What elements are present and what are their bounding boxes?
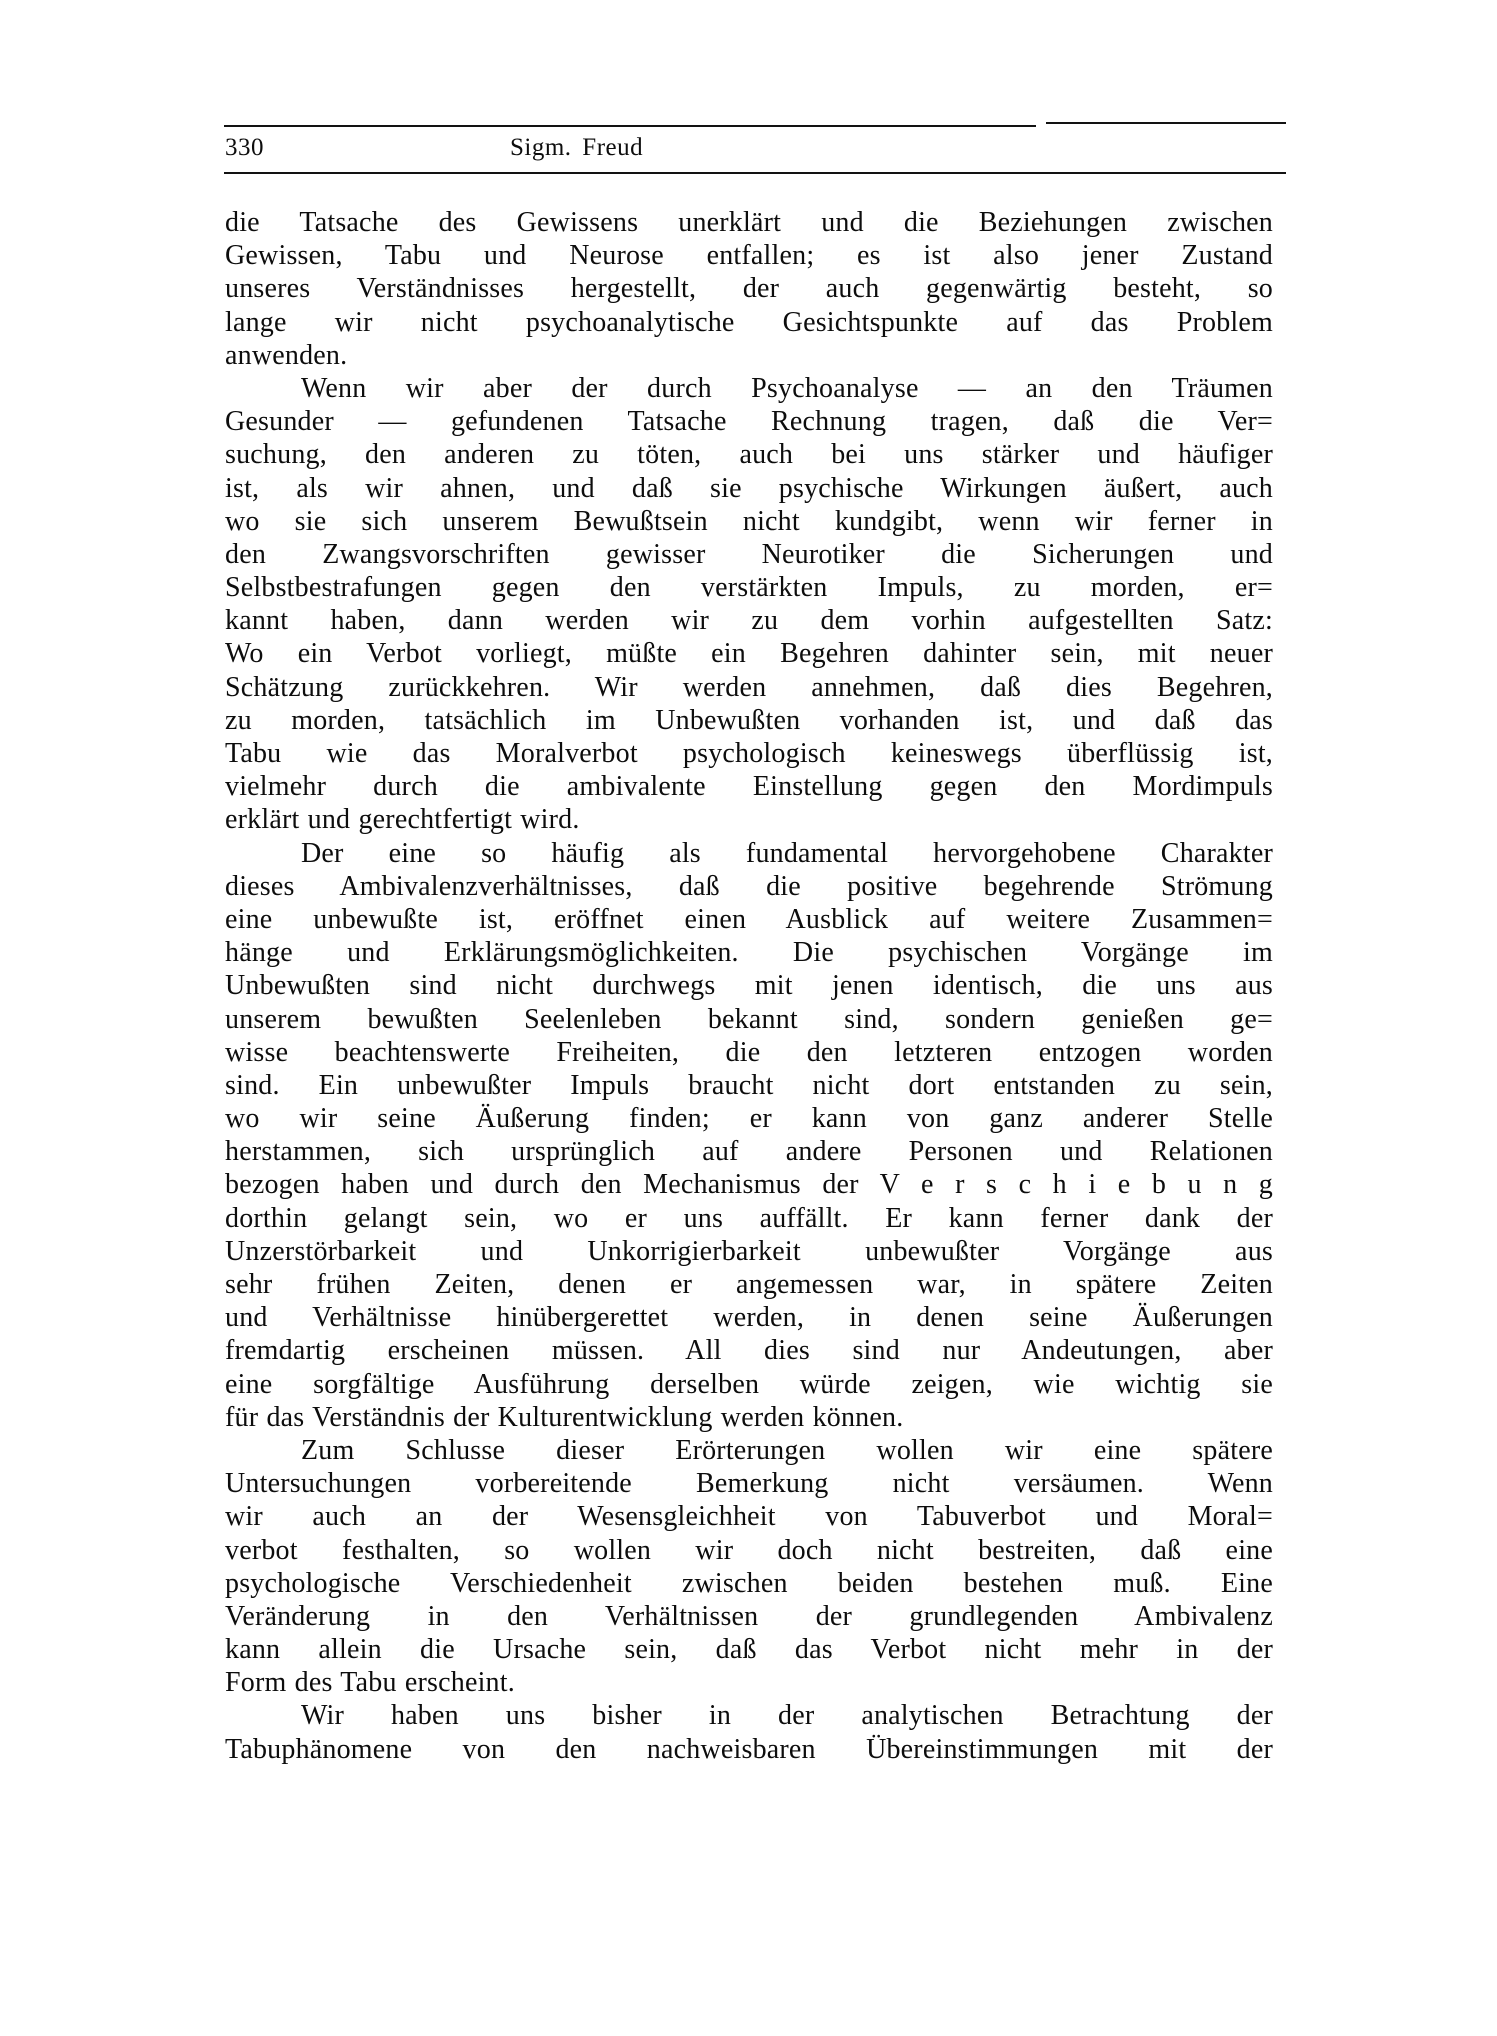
paragraph (225, 1434, 1273, 1700)
text-line: erklärt und gerechtfertigt wird. (225, 804, 580, 836)
text-line: psychologische Verschiedenheit zwischen beiden bestehen muß. Eine (225, 1567, 1273, 1599)
text-line: dieses Ambivalenzverhältnisses, daß die positive begehrende Strömung (225, 870, 1273, 902)
text-line: dorthin gelangt sein, wo er uns auffällt. Er kann ferner dank der (225, 1202, 1273, 1234)
header-rule-bottom (224, 172, 1286, 174)
text-line: Unbewußten sind nicht durchwegs mit jenen identisch, die uns aus (225, 970, 1273, 1002)
text-line: bezogen haben und durch den Mechanismus der V e r s c h i e b u n g (225, 1169, 1273, 1201)
text-line: eine sorgfältige Ausführung derselben würde zeigen, wie wichtig sie (225, 1368, 1273, 1400)
text-line: Zum Schlusse dieser Erörterungen wollen wir eine spätere (301, 1434, 1273, 1466)
text-line: Form des Tabu erscheint. (225, 1667, 515, 1699)
text-line: herstammen, sich ursprünglich auf andere Personen und Relationen (225, 1136, 1273, 1168)
text-line: für das Verständnis der Kulturentwicklung werden können. (225, 1401, 904, 1433)
text-line: Der eine so häufig als fundamental hervorgehobene Charakter (301, 837, 1273, 869)
text-line: Selbstbestrafungen gegen den verstärkten Impuls, zu morden, er= (225, 572, 1273, 604)
paragraph (225, 837, 1273, 1434)
text-line: sehr frühen Zeiten, denen er angemessen war, in spätere Zeiten (225, 1269, 1273, 1300)
page-number: 330 (225, 134, 264, 161)
text-line: wo wir seine Äußerung finden; er kann von ganz anderer Stelle (225, 1103, 1273, 1135)
text-line: eine unbewußte ist, eröffnet einen Ausblick auf weitere Zusammen= (225, 903, 1273, 935)
text-line: Veränderung in den Verhältnissen der grundlegenden Ambivalenz (225, 1600, 1273, 1632)
text-line: verbot festhalten, so wollen wir doch nicht bestreiten, daß eine (225, 1534, 1273, 1566)
text-line: zu morden, tatsächlich im Unbewußten vorhanden ist, und daß das (225, 704, 1273, 736)
text-line: Wir haben uns bisher in der analytischen Betrachtung der (301, 1700, 1273, 1732)
text-line: Untersuchungen vorbereitende Bemerkung nicht versäumen. Wenn (225, 1468, 1273, 1500)
text-line: unserem bewußten Seelenleben bekannt sind, sondern genießen ge= (225, 1003, 1273, 1035)
text-line: ist, als wir ahnen, und daß sie psychische Wirkungen äußert, auch (225, 472, 1273, 504)
paragraph (225, 372, 1273, 837)
text-line: die Tatsache des Gewissens unerklärt und die Beziehungen zwischen (225, 207, 1273, 238)
text-line: suchung, den anderen zu töten, auch bei uns stärker und häufiger (225, 439, 1273, 471)
paragraph (225, 206, 1273, 372)
text-line: anwenden. (225, 339, 348, 371)
text-line: Wo ein Verbot vorliegt, müßte ein Begehren dahinter sein, mit neuer (225, 638, 1273, 670)
running-head: Sigm. Freud (510, 134, 644, 161)
text-line: kannt haben, dann werden wir zu dem vorhin aufgestellten Satz: (225, 605, 1273, 637)
text-line: hänge und Erklärungsmöglichkeiten. Die psychischen Vorgänge im (225, 937, 1273, 969)
text-line: und Verhältnisse hinübergerettet werden, in denen seine Äußerungen (225, 1302, 1273, 1334)
text-line: Gewissen, Tabu und Neurose entfallen; es ist also jener Zustand (225, 240, 1273, 272)
header-rule-top-right (1046, 122, 1286, 124)
text-line: den Zwangsvorschriften gewisser Neurotiker die Sicherungen und (225, 538, 1273, 570)
text-line: Gesunder — gefundenen Tatsache Rechnung tragen, daß die Ver= (225, 406, 1273, 438)
text-line: Tabuphänomene von den nachweisbaren Übereinstimmungen mit der (225, 1733, 1273, 1765)
text-line: fremdartig erscheinen müssen. All dies sind nur Andeutungen, aber (225, 1335, 1273, 1367)
text-line: unseres Verständnisses hergestellt, der auch gegenwärtig besteht, so (225, 273, 1273, 305)
page-body (225, 206, 1273, 1766)
text-line: wisse beachtenswerte Freiheiten, die den letzteren entzogen worden (225, 1036, 1273, 1068)
header-rule-top (224, 125, 1036, 127)
text-line: Tabu wie das Moralverbot psychologisch keineswegs überflüssig ist, (225, 738, 1273, 769)
text-line: kann allein die Ursache sein, daß das Verbot nicht mehr in der (225, 1634, 1273, 1666)
text-line: sind. Ein unbewußter Impuls braucht nicht dort entstanden zu sein, (225, 1069, 1273, 1101)
paragraph (225, 1699, 1273, 1765)
text-line: vielmehr durch die ambivalente Einstellung gegen den Mordimpuls (225, 771, 1273, 803)
text-line: lange wir nicht psychoanalytische Gesichtspunkte auf das Problem (225, 306, 1273, 338)
text-line: wo sie sich unserem Bewußtsein nicht kundgibt, wenn wir ferner in (225, 505, 1273, 537)
text-line: Wenn wir aber der durch Psychoanalyse — an den Träumen (301, 372, 1273, 404)
text-line: wir auch an der Wesensgleichheit von Tabuverbot und Moral= (225, 1501, 1273, 1533)
text-line: Schätzung zurückkehren. Wir werden annehmen, daß dies Begehren, (225, 671, 1273, 703)
text-line: Unzerstörbarkeit und Unkorrigierbarkeit unbewußter Vorgänge aus (225, 1235, 1273, 1267)
page-header (225, 134, 1275, 164)
